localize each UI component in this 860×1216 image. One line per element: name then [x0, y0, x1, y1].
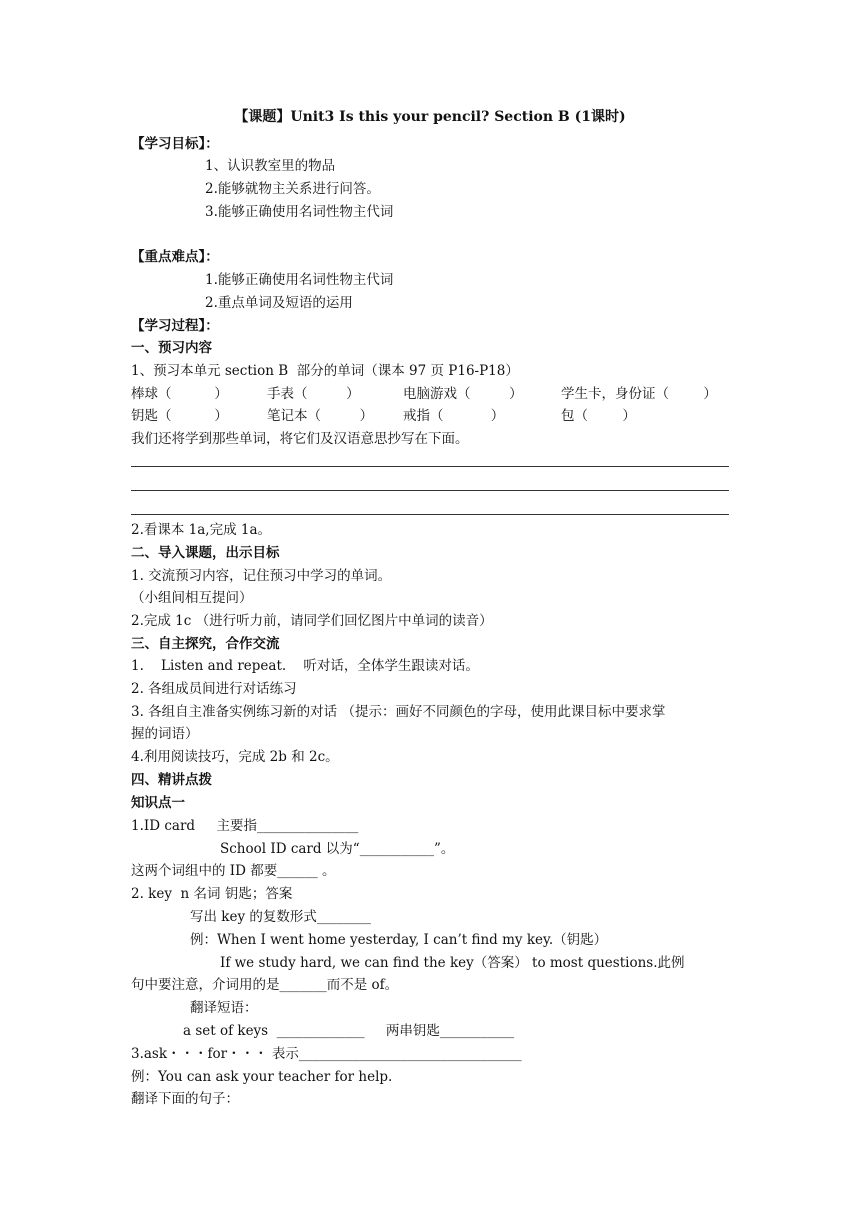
- objective-item: 2.能够就物主关系进行问答。: [205, 181, 380, 197]
- section3-heading: 三、自主探究，合作交流: [131, 636, 280, 652]
- objective-item: 3.能够正确使用名词性物主代词: [205, 204, 394, 220]
- vocab-item: 包（ ）: [561, 408, 636, 424]
- kp2-line: 2. key n 名词 钥匙；答案: [131, 886, 293, 902]
- section3-line: 2. 各组成员间进行对话练习: [131, 681, 297, 697]
- section3-line: 握的词语）: [131, 726, 199, 742]
- kp2-line: 句中要注意，介词用的是_______而不是 of。: [131, 977, 399, 993]
- kp2-line: 写出 key 的复数形式________: [190, 909, 371, 925]
- kp3-line: 例：You can ask your teacher for help.: [131, 1069, 393, 1085]
- vocab-item: 钥匙（ ）: [131, 408, 228, 424]
- objectives-heading: 【学习目标】：: [131, 136, 219, 152]
- writing-line: [131, 490, 729, 491]
- key-points-heading: 【重点难点】：: [131, 249, 219, 265]
- kp1-line: 1.ID card 主要指_______________: [131, 818, 359, 834]
- kp1-line: 这两个词组中的 ID 都要______ 。: [131, 863, 336, 879]
- vocab-item: 笔记本（ ）: [267, 408, 374, 424]
- kp2-line: 翻译短语：: [190, 1000, 258, 1016]
- section2-line: 2.完成 1c （进行听力前，请同学们回忆图片中单词的读音）: [131, 613, 493, 629]
- section2-heading: 二、导入课题，出示目标: [131, 545, 280, 561]
- vocab-item: 电脑游戏（ ）: [403, 386, 523, 402]
- kp2-line: If we study hard, we can find the key（答案） to most questions.此例: [220, 955, 685, 971]
- section1-line2: 2.看课本 1a,完成 1a。: [131, 522, 272, 538]
- section1-line1: 1、预习本单元 section B 部分的单词（课本 97 页 P16-P18）: [131, 363, 519, 379]
- objective-item: 1、认识教室里的物品: [205, 158, 336, 174]
- section1-heading: 一、预习内容: [131, 340, 212, 356]
- vocab-item: 棒球（ ）: [131, 386, 228, 402]
- vocab-item: 戒指（ ）: [403, 408, 505, 424]
- vocab-item: 手表（ ）: [267, 386, 360, 402]
- section3-line: 1. Listen and repeat. 听对话，全体学生跟读对话。: [131, 658, 479, 674]
- vocab-item: 学生卡，身份证（ ）: [561, 386, 717, 402]
- section3-line: 3. 各组自主准备实例练习新的对话 （提示：画好不同颜色的字母，使用此课目标中要求掌: [131, 704, 666, 720]
- copy-instruction: 我们还将学到那些单词，将它们及汉语意思抄写在下面。: [131, 431, 469, 447]
- kp3-line: 翻译下面的句子：: [131, 1091, 239, 1107]
- section2-line: （小组间相互提问）: [131, 590, 253, 606]
- kp2-line: a set of keys _____________ 两串钥匙___________: [183, 1023, 515, 1039]
- process-heading: 【学习过程】：: [131, 318, 219, 334]
- lesson-title: 【课题】Unit3 Is this your pencil? Section B (1课时): [234, 109, 626, 125]
- writing-line: [131, 466, 729, 467]
- kp2-line: 例：When I went home yesterday, I can’t find my key.（钥匙）: [190, 932, 608, 948]
- kp1-line: School ID card 以为“___________”。: [220, 841, 455, 857]
- knowledge-point-heading: 知识点一: [131, 795, 185, 811]
- section4-heading: 四、精讲点拨: [131, 772, 212, 788]
- writing-line: [131, 514, 729, 515]
- key-point-item: 2.重点单词及短语的运用: [205, 295, 353, 311]
- kp3-line: 3.ask・・・for・・・ 表示_________________________________: [131, 1046, 522, 1062]
- section3-line: 4.利用阅读技巧，完成 2b 和 2c。: [131, 749, 339, 765]
- section2-line: 1. 交流预习内容，记住预习中学习的单词。: [131, 568, 392, 584]
- key-point-item: 1.能够正确使用名词性物主代词: [205, 272, 394, 288]
